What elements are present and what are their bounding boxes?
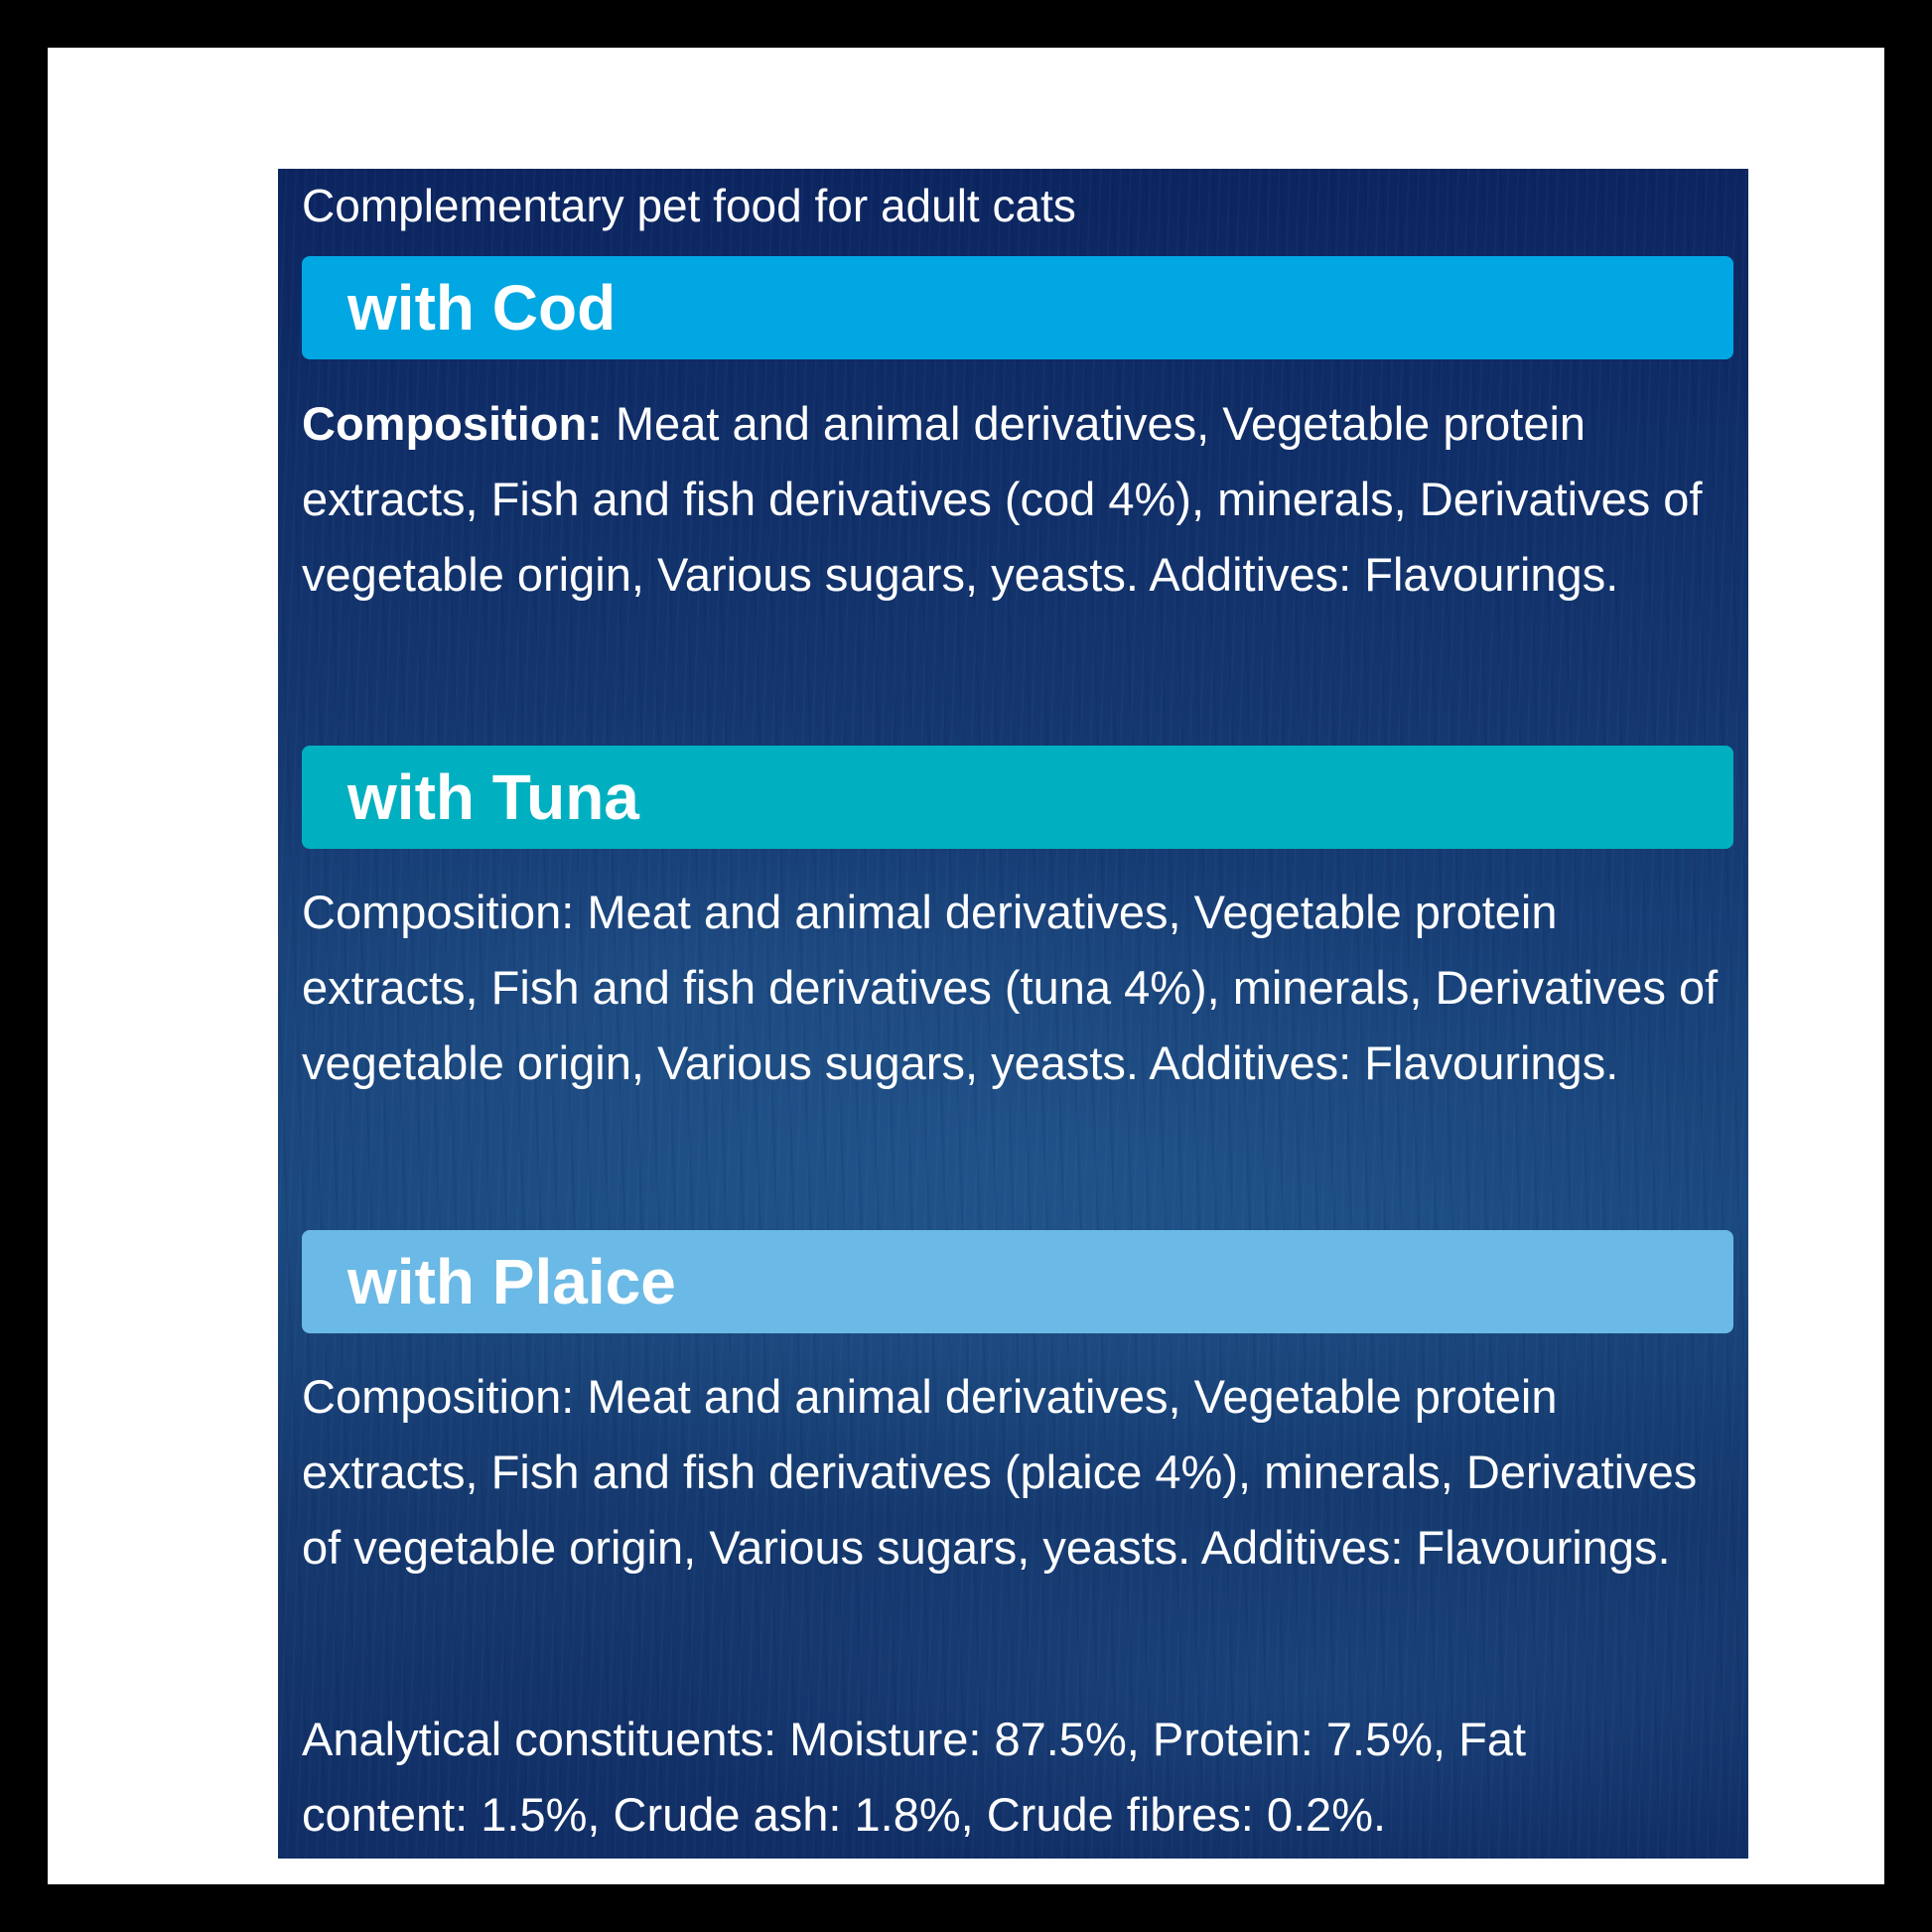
plaice-banner [302, 1230, 1733, 1333]
cod-composition-label: Composition: [302, 397, 603, 450]
tuna-banner [302, 746, 1733, 849]
plaice-composition-label: Composition: [302, 1370, 575, 1423]
tuna-composition-label: Composition: [302, 886, 575, 938]
analytical-constituents: Analytical constituents: Moisture: 87.5%, Protein: 7.5%, Fat content: 1.5%, Crude ash: 1.8%, Crude fibres: 0.2%. [302, 1713, 1527, 1841]
plaice-composition [302, 1359, 1741, 1586]
cod-composition-text: Meat and animal derivatives, Vegetable protein extracts, Fish and fish derivatives (cod 4%), minerals, Derivatives of vegetable origin, Various sugars, yeasts. Additives: Flavourings. [302, 397, 1703, 601]
cod-title: with Cod [347, 272, 617, 344]
plaice-composition-text: Meat and animal derivatives, Vegetable protein extracts, Fish and fish derivatives (plaice 4%), minerals, Derivatives of vegetable origin, Various sugars, yeasts. Additives: Flavourings. [302, 1370, 1698, 1574]
product-subtitle: Complementary pet food for adult cats [302, 180, 1076, 231]
cod-composition [302, 386, 1741, 613]
tuna-composition-text: Meat and animal derivatives, Vegetable protein extracts, Fish and fish derivatives (tuna 4%), minerals, Derivatives of vegetable origin, Various sugars, yeasts. Additives: Flavourings. [302, 886, 1719, 1089]
plaice-title: with Plaice [347, 1246, 676, 1317]
tuna-composition [302, 875, 1741, 1101]
white-frame [48, 48, 1884, 1884]
cod-banner [302, 256, 1733, 359]
label-panel [278, 169, 1748, 1859]
tuna-title: with Tuna [347, 761, 639, 833]
